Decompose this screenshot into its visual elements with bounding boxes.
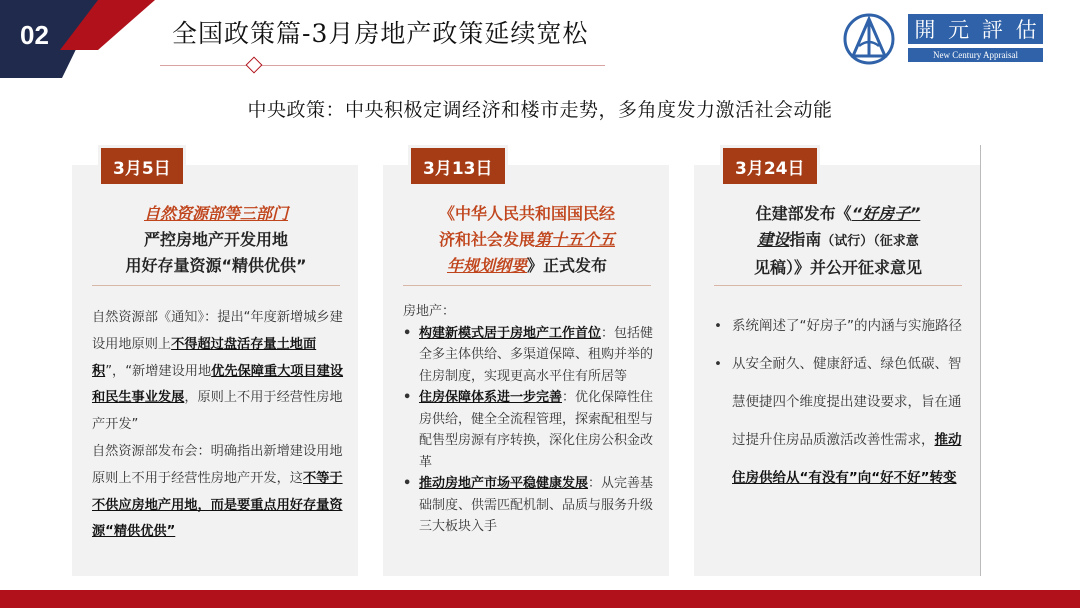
panel-title-line: （试行）（征求意 bbox=[821, 234, 919, 249]
date-tag: 3月13日 bbox=[408, 145, 508, 187]
section-number: 02 bbox=[20, 20, 49, 50]
date-tag: 3月24日 bbox=[720, 145, 820, 187]
body-text: ：从完善基础制度、供需匹配机制、品质与服务升级三大板块入手 bbox=[419, 476, 654, 534]
panel-title-line: 济和社会发展 bbox=[438, 230, 535, 249]
panel-title-line: 严控房地产开发用地 bbox=[143, 230, 288, 249]
body-text: 自然资源部《通知》：提出“年度新增城乡建设用地原则上 bbox=[92, 310, 343, 352]
panel-title-line: 用好存量资源“精供优供” bbox=[125, 256, 307, 275]
panel-title-emphasis: 年规划纲要 bbox=[446, 256, 527, 275]
panel-divider bbox=[714, 285, 962, 286]
policy-panel-1 bbox=[72, 165, 358, 576]
bullet-icon: • bbox=[714, 318, 722, 334]
logo-char: 估 bbox=[1015, 18, 1037, 42]
logo-wordmark bbox=[908, 14, 1043, 44]
bullet-item bbox=[403, 473, 655, 538]
body-text: ，原则上不用于经营性房地产开发” bbox=[92, 390, 343, 433]
bullet-icon: • bbox=[403, 325, 412, 341]
panel-title-emphasis: 第十五个五 bbox=[535, 230, 616, 249]
body-heading: 房地产： bbox=[403, 304, 456, 319]
title-divider bbox=[160, 65, 605, 66]
body-highlight: 不得超过盘活存量土地面积 bbox=[92, 336, 317, 379]
panel-title-line: 自然资源部等三部门 bbox=[143, 204, 288, 223]
panel-title-line: 》正式发布 bbox=[527, 256, 608, 275]
page-title: 全国政策篇-3月房地产政策延续宽松 bbox=[172, 19, 589, 48]
right-divider bbox=[980, 145, 981, 576]
bullet-icon: • bbox=[403, 390, 412, 405]
panel-body bbox=[714, 307, 966, 497]
bullet-item bbox=[714, 307, 966, 345]
body-text: 自然资源部发布会：明确指出新增建设用地原则上不用于经营性房地产开发，这 bbox=[92, 443, 343, 486]
body-highlight: 推动房地产市场平稳健康发展 bbox=[419, 476, 589, 491]
logo-english-name: New Century Appraisal bbox=[908, 48, 1043, 62]
body-highlight: 优先保障重大项目建设和民生事业发展 bbox=[92, 363, 344, 406]
panel-title-line: 《中华人民共和国国民经 bbox=[438, 204, 615, 223]
logo-char: 評 bbox=[981, 18, 1003, 42]
bullet-item bbox=[403, 387, 655, 473]
body-highlight: 住房保障体系进一步完善 bbox=[419, 390, 563, 405]
panel-body bbox=[92, 305, 344, 546]
logo-emblem-icon bbox=[842, 12, 896, 66]
body-text: ”，“新增建设用地 bbox=[105, 363, 212, 379]
logo-char: 開 bbox=[914, 18, 936, 42]
logo-char: 元 bbox=[948, 18, 970, 42]
body-text: ：包括健全多主体供给、多渠道保障、租购并举的住房制度，实现更高水平住有所居等 bbox=[419, 325, 654, 384]
panel-divider bbox=[403, 285, 651, 286]
body-text: 系统阐述了“好房子”的内涵与实施路径 bbox=[732, 318, 962, 334]
diamond-ornament-icon bbox=[246, 57, 263, 74]
panel-title-line: 见稿）》并公开征求意见 bbox=[753, 258, 922, 277]
panel-title-emphasis: “好房子” bbox=[851, 204, 921, 223]
body-text: ：优化保障性住房供给，健全全流程管理，探索配租型与配售型房源有序转换，深化住房公积金改革 bbox=[419, 390, 654, 470]
date-tag: 3月5日 bbox=[98, 145, 186, 187]
bullet-icon: • bbox=[714, 356, 722, 372]
bullet-item bbox=[714, 345, 966, 497]
bullet-item bbox=[403, 323, 655, 388]
panel-body bbox=[403, 301, 655, 538]
panel-title-line: 指南 bbox=[789, 230, 822, 249]
panel-title bbox=[403, 201, 651, 279]
panel-title-line: 住建部发布《 bbox=[755, 204, 852, 223]
body-highlight: 构建新模式居于房地产工作首位 bbox=[419, 325, 602, 341]
panel-title bbox=[92, 201, 340, 279]
body-text: 从安全耐久、健康舒适、绿色低碳、智慧便捷四个维度提出建设要求，旨在通过提升住房品质激活改善性需求， bbox=[732, 356, 962, 448]
panel-divider bbox=[92, 285, 340, 286]
panel-title bbox=[714, 201, 962, 281]
policy-panel-2 bbox=[383, 165, 669, 576]
page-subtitle: 中央政策：中央积极定调经济和楼市走势，多角度发力激活社会动能 bbox=[247, 99, 833, 121]
policy-panel-3 bbox=[694, 165, 980, 576]
panel-title-emphasis: 建设 bbox=[757, 230, 790, 249]
footer-bar bbox=[0, 590, 1080, 608]
body-highlight: 推动住房供给从“有没有”向“好不好”转变 bbox=[732, 432, 962, 486]
bullet-icon: • bbox=[403, 476, 412, 491]
body-highlight: 不等于不供应房地产用地，而是要重点用好存量资源“精供优供” bbox=[92, 470, 343, 540]
